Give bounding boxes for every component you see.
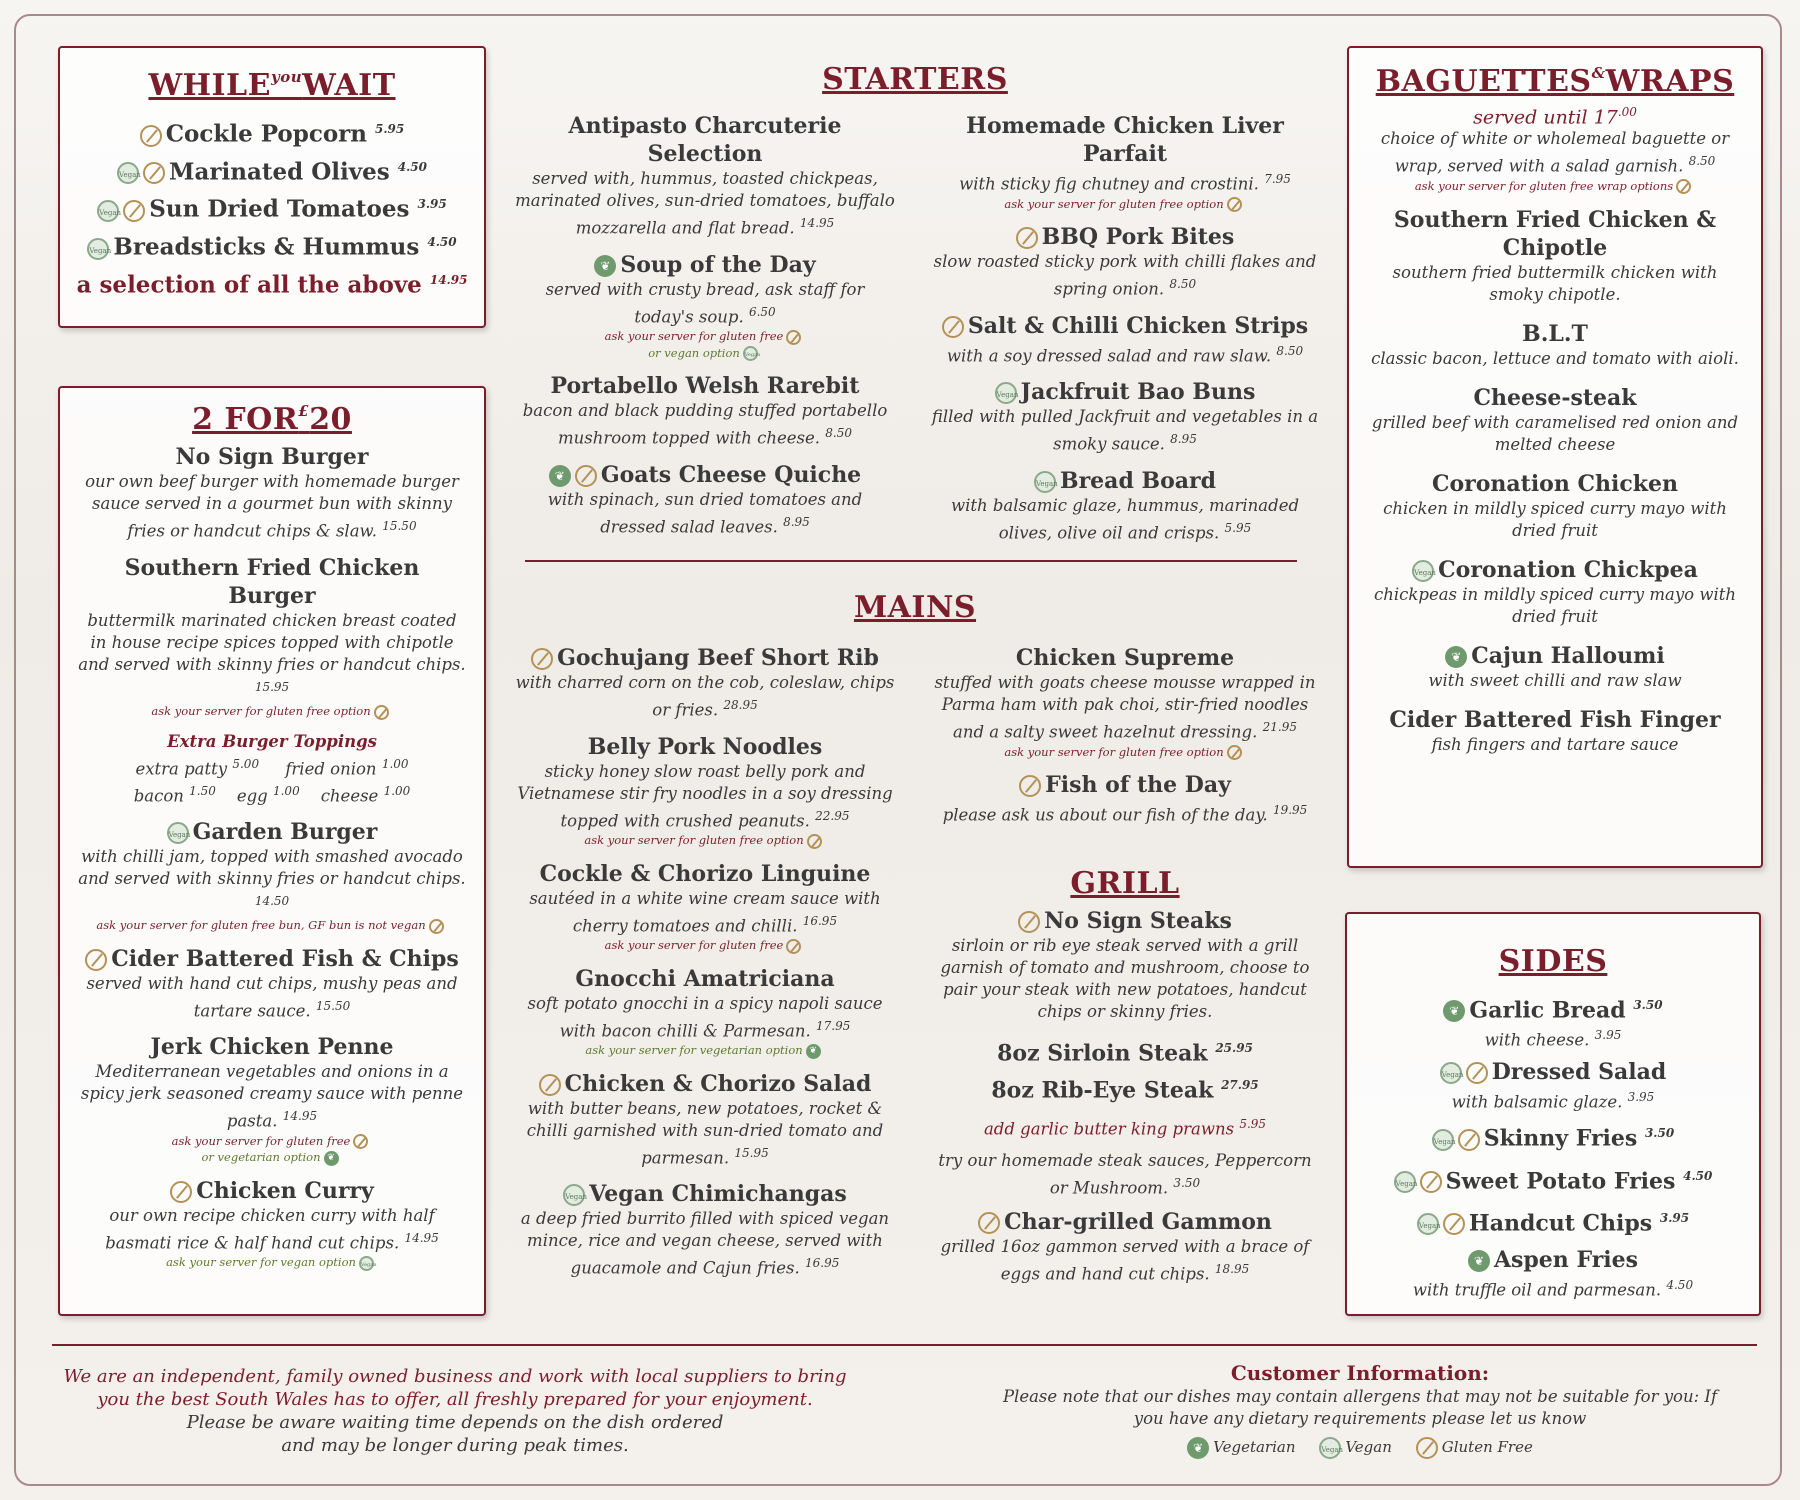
vegetarian-icon: ❦ [594,255,616,277]
menu-item: Cider Battered Fish & Chips served with hand cut chips, mushy peas and tartare sauce. $^{15.50}$ [86,945,459,1020]
mains-title-wrap [515,590,1315,635]
footer-about: We are an independent, family owned business and work with local suppliers to bring you the best South Wales has to offer, all freshly prepared for your enjoyment. Please be aware waiting time depends on the dish ordered and may be longer during peak times. [63,1366,847,1456]
gluten-free-icon [1458,1129,1480,1151]
vegan-icon: Vegan [359,1256,374,1271]
side-item: Vegan Handcut Chips $^{3.95}$ [1418,1210,1690,1237]
gluten-free-icon [170,1181,192,1203]
side-item: ❦ Garlic Bread $^{3.50}$ with cheese. $^{3.95}$ [1357,991,1749,1052]
vegan-icon: Vegan [117,162,139,184]
customer-info-title: Customer Information: [1230,1361,1490,1385]
menu-item: Char-grilled Gammon grilled 16oz gammon served with a brace of eggs and hand cut chips. $^{18.95}$ [940,1208,1310,1284]
served-until: served until $17^{.00}$ [1473,105,1637,129]
menu-item: Coronation Chicken chicken in mildly spiced curry mayo with dried fruit [1383,471,1727,541]
steak-sauces: try our homemade steak sauces, Peppercorn or Mushroom. $^{3.50}$ [938,1151,1312,1198]
mains-title: MAINS [853,590,977,625]
menu-item: Vegan Bread Board with balsamic glaze, hummus, marinaded olives, olive oil and crisps. $^{5.95}$ [950,467,1300,542]
menu-item: No Sign Steaks sirloin or rib eye steak served with a grill garnish of tomato and mushroom, choose to pair your steak with new potatoes, handcut chips or skinny fries. [940,908,1310,1021]
wait-item-cockle-popcorn: Cockle Popcorn $^{5.95}$ [60,113,484,151]
vegetarian-icon: ❦ [1443,1000,1465,1022]
footer-divider [52,1344,1757,1346]
two-for-twenty-box [58,386,486,1316]
wait-item-marinated-olives: Vegan Marinated Olives $^{4.50}$ [119,158,427,186]
gluten-free-icon [539,1074,561,1096]
vegetarian-icon: ❦ [549,465,571,487]
menu-item: Gochujang Beef Short Rib with charred corn on the cob, coleslaw, chips or fries. $^{28.95}$ [515,645,895,720]
gluten-free-icon [1420,1171,1442,1193]
menu-item: ❦ Goats Cheese Quiche with spinach, sun dried tomatoes and dressed salad leaves. $^{8.95}$ [547,461,863,536]
menu-item: ❦ Cajun Halloumi with sweet chilli and raw slaw [1428,643,1682,691]
gluten-free-icon [143,162,165,184]
menu-item: Vegan Jackfruit Bao Buns filled with pulled Jackfruit and vegetables in a smoky sauce. $^{8.95}$ [931,379,1319,454]
menu-item: Chicken Curry our own recipe chicken curry with half basmati rice & half hand cut chips. $^{14.95}$ ask your server for vegan option Vegan [105,1177,439,1269]
sirloin-steak: 8oz Sirloin Steak $^{25.95}$ [997,1040,1253,1067]
gluten-free-icon [786,939,801,954]
side-item: ❦ Aspen Fries with truffle oil and parmesan. $^{4.50}$ [1412,1247,1694,1300]
wait-item-breadsticks: VeganBreadsticks & Hummus $^{4.50}$ [89,233,457,261]
gluten-free-icon [374,705,389,720]
sides-box [1345,912,1761,1316]
gluten-free-icon [1227,197,1242,212]
starters-right-column [930,112,1320,555]
baguettes-wraps-box [1347,46,1763,868]
vegetarian-icon: ❦ [1468,1250,1490,1272]
vegan-icon: Vegan [1432,1129,1454,1151]
vegan-icon: Vegan [1417,1213,1439,1235]
gluten-free-icon [807,834,822,849]
vegetarian-icon: ❦ [1187,1437,1209,1459]
side-item: Vegan Dressed Salad with balsamic glaze. $^{3.95}$ [1441,1058,1667,1112]
menu-item: Vegan Vegan Chimichangas a deep fried burrito filled with spiced vegan mince, rice and vegan cheese, served with guacamole and Cajun fries. $^{16.95}$ [520,1181,890,1278]
allergen-legend: ❦ Vegetarian Vegan Vegan Gluten Free [1000,1436,1720,1459]
menu-item: B.L.T classic bacon, lettuce and tomato with aioli. [1371,321,1739,369]
gluten-free-icon [429,919,444,934]
wait-item-sun-dried-tomatoes: Vegan Sun Dried Tomatoes $^{3.95}$ [99,195,447,223]
starters-left-column [515,112,895,549]
footer-customer-info: Customer Information: Please note that our dishes may contain allergens that may not be suitable for you: If you have any dietary requirements please let us know ❦ Vegetarian Vegan Vegan Gluten Free [1000,1360,1720,1459]
menu-item: Cider Battered Fish Finger fish fingers and tartare sauce [1389,707,1721,755]
baguettes-ask: ask your server for gluten free wrap options [1365,178,1745,195]
menu-item: Belly Pork Noodles sticky honey slow roast belly pork and Vietnamese stir fry noodles in a soy dressing topped with crushed peanuts. $^{22.95}$ ask your server for gluten free option [517,733,893,847]
menu-item: Homemade Chicken Liver Parfait with sticky fig chutney and crostini. $^{7.95}$ ask your server for gluten free option [959,113,1291,211]
side-item: Vegan Skinny Fries $^{3.50}$ [1433,1125,1675,1152]
gluten-free-icon [85,949,107,971]
gluten-free-icon [140,125,162,147]
while-you-wait-title: $WHILE^{you}WAIT$ [148,68,396,103]
menu-item: Salt & Chilli Chicken Strips with a soy dressed salad and raw slaw. $^{8.50}$ [930,312,1320,368]
toppings-row: extra patty $^{5.00}$ fried onion $^{1.00}$ [135,756,409,778]
menu-item: Chicken & Chorizo Salad with butter beans, new potatoes, rocket & chilli garnished with sun-dried tomato and parmesan. $^{15.95}$ [526,1070,884,1167]
menu-item: Cockle & Chorizo Linguine sautéed in a white wine cream sauce with cherry tomatoes and chilli. $^{16.95}$ ask your server for gluten free [529,860,881,952]
starters-mains-divider [525,560,1297,562]
vegan-icon: Vegan [1394,1171,1416,1193]
gluten-free-icon [1018,911,1040,933]
mains-left-column [515,644,895,1291]
gluten-free-icon [531,648,553,670]
menu-item: Southern Fried Chicken & Chipotle southern fried buttermilk chicken with smoky chipotle. [1392,207,1718,305]
gluten-free-icon [1466,1062,1488,1084]
prawns-addon: add garlic butter king prawns $^{5.95}$ [983,1116,1267,1139]
side-item: Vegan Sweet Potato Fries $^{4.50}$ [1395,1167,1713,1194]
toppings-row: bacon $^{1.50}$ egg $^{1.00}$ cheese $^{1.00}$ [133,784,411,806]
menu-item: Portabello Welsh Rarebit bacon and black pudding stuffed portabello mushroom topped with cheese. $^{8.50}$ [522,373,888,448]
menu-item: Chicken Supreme stuffed with goats cheese mousse wrapped in Parma ham with pak choi, stir-fried noodles and a salty sweet hazelnut dressing. $^{21.95}$ ask your server for gluten free option [934,645,1316,759]
vegan-icon: Vegan [563,1184,585,1206]
vegetarian-icon: ❦ [1445,646,1467,668]
baguettes-title: BAGUETTES&WRAPS [1375,64,1735,99]
menu-item: ❦ Soup of the Day served with crusty bread, ask staff for today's soup. $^{6.50}$ ask your server for gluten free or vegan option Vegan [545,251,865,360]
vegan-icon: Vegan [995,382,1017,404]
gluten-free-icon [1416,1437,1438,1459]
vegan-icon: Vegan [1034,471,1056,493]
vegan-icon: Vegan [87,238,109,260]
menu-item: Antipasto Charcuterie Selection served with, hummus, toasted chickpeas, marinated olives, sun-dried tomatoes, buffalo mozzarella and flat bread. $^{14.95}$ [515,113,895,238]
mains-right-column [930,644,1320,838]
starters-title: STARTERS [822,62,1008,97]
baguettes-intro: choice of white or wholemeal baguette or wrap, served with a salad garnish. $^{8.50}$ [1380,129,1730,176]
while-you-wait-box [58,46,486,328]
menu-item: No Sign Burger our own beef burger with homemade burger sauce served in a gourmet bun with skinny fries or handcut chips & slaw. $^{15.50}$ [85,444,459,541]
vegan-icon: Vegan [1319,1437,1341,1459]
vegetarian-icon: ❦ [324,1151,339,1166]
gluten-free-icon [353,1134,368,1149]
ribeye-steak: 8oz Rib-Eye Steak $^{27.95}$ [991,1077,1259,1104]
gluten-free-icon [1227,745,1242,760]
menu-item: Cheese-steak grilled beef with caramelised red onion and melted cheese [1371,385,1739,455]
menu-item: Gnocchi Amatriciana soft potato gnocchi in a spicy napoli sauce with bacon chilli & Parmesan. $^{17.95}$ ask your server for vegetarian option ❦ [527,965,883,1057]
gluten-free-icon [1016,227,1038,249]
menu-item: Jerk Chicken Penne Mediterranean vegetables and onions in a spicy jerk seasoned creamy sauce with penne pasta. $^{14.95}$ ask your server for gluten free or vegetarian option ❦ [80,1034,464,1164]
menu-item: Vegan Coronation Chickpea chickpeas in mildly spiced curry mayo with dried fruit [1374,557,1736,627]
gluten-free-icon [1443,1213,1465,1235]
menu-item: Fish of the Day please ask us about our fish of the day. $^{19.95}$ [942,772,1308,825]
toppings-title: Extra Burger Toppings [167,731,377,751]
gluten-free-icon [786,330,801,345]
gluten-free-icon [942,316,964,338]
menu-item: BBQ Pork Bites slow roasted sticky pork with chilli flakes and spring onion. $^{8.50}$ [933,224,1317,299]
menu-item: Vegan Garden Burger with chilli jam, topped with smashed avocado and served with skinny fries or handcut chips. $^{14.50}$ ask your server for gluten free bun, GF bun is not vegan [78,818,466,932]
vegan-icon: Vegan [743,346,758,361]
vegan-icon: Vegan [1440,1062,1462,1084]
wait-selection: a selection of all the above $^{14.95}$ [76,271,468,299]
sides-title: SIDES [1498,944,1608,979]
gluten-free-icon [978,1212,1000,1234]
vegetarian-icon: ❦ [806,1044,821,1059]
gluten-free-icon [575,465,597,487]
starters-title-wrap [515,62,1315,107]
grill-column [930,866,1320,1296]
gluten-free-icon [1676,179,1691,194]
vegan-icon: Vegan [167,822,189,844]
gluten-free-icon [123,200,145,222]
two-for-twenty-title: 2 FOR£20 [192,402,352,437]
vegan-icon: Vegan [97,200,119,222]
menu-item: Southern Fried Chicken Burger buttermilk marinated chicken breast coated in house recipe spices topped with chipotle and served with skinny fries or handcut chips. $^{15.95}$ ask your server for gluten free option [78,554,466,718]
grill-title: GRILL [1070,866,1180,901]
gluten-free-icon [1019,775,1041,797]
vegan-icon: Vegan [1412,560,1434,582]
